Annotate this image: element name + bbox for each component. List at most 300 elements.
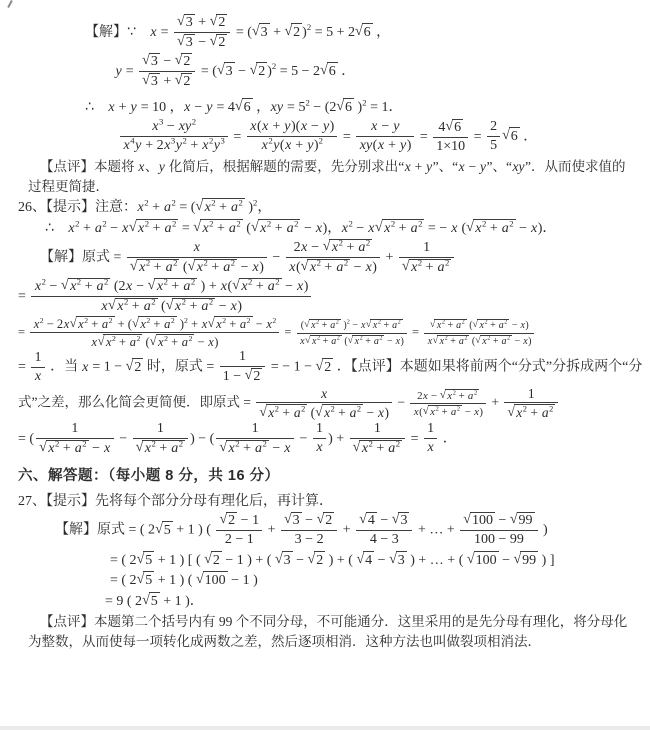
superscript: 2 bbox=[487, 334, 491, 342]
radicand: $x^2 + a^2$ bbox=[194, 259, 237, 276]
math-variable: a bbox=[164, 220, 172, 236]
superscript: 2 bbox=[75, 218, 80, 229]
math-variable: x bbox=[144, 440, 151, 456]
radical-icon: √ bbox=[69, 315, 77, 330]
radicand: $x^2 + a^2$ bbox=[154, 278, 197, 295]
fraction-denominator: √ $x^2 + a^2 - x$ bbox=[219, 437, 291, 456]
radical-icon: √ bbox=[432, 334, 439, 346]
superscript: 2 bbox=[377, 318, 381, 326]
superscript: 2 bbox=[338, 237, 343, 248]
square-root bbox=[320, 62, 338, 81]
superscript: 2 bbox=[151, 296, 156, 307]
sol26-split-identity: = ( $\frac{1}{√ x^2 + a^2 - x}$ − $\frac{1}{√ x^2 + a^2}$ ) − ( $\frac{1}{√ x^2 + a^2 - x}$ − $\frac{1}{x}$ ) + $\frac{1}{√ x^2 + a^2}$ = $\frac{1}{x}$ ． bbox=[18, 420, 457, 456]
fraction bbox=[281, 512, 337, 548]
fraction-denominator bbox=[504, 403, 558, 421]
fraction-numerator: 2x − √ $x^2 + a^2$ bbox=[286, 239, 380, 258]
radicand: $x^2 + a^2$ bbox=[322, 404, 364, 421]
fraction-numerator: 4√6 bbox=[433, 119, 468, 138]
math-variable: x bbox=[315, 220, 323, 236]
fraction-denominator bbox=[313, 439, 326, 456]
radicand: $x^2 + a^2$ bbox=[473, 219, 516, 238]
superscript: 2 bbox=[506, 334, 511, 342]
superscript: 2 bbox=[163, 276, 168, 287]
square-root bbox=[177, 34, 195, 51]
fraction-numerator: $x^3 - xy^2$ bbox=[120, 119, 228, 137]
square-root bbox=[392, 512, 410, 529]
math-variable: x bbox=[341, 220, 348, 236]
radical-icon: √ bbox=[136, 551, 145, 567]
radicand: $x^2 + a^2$ bbox=[137, 259, 180, 276]
math-variable: x bbox=[103, 440, 111, 456]
square-root bbox=[430, 319, 467, 332]
math-variable: x bbox=[156, 279, 164, 295]
superscript: 2 bbox=[390, 218, 396, 229]
superscript: 2 bbox=[246, 315, 251, 325]
square-root bbox=[466, 219, 516, 238]
superscript: 2 bbox=[330, 404, 335, 414]
math-variable: a bbox=[293, 405, 301, 421]
fraction-denominator: $x^2y(x + y)^2$ bbox=[261, 135, 323, 154]
fraction-denominator: √ $x^2 + a^2$ (√ $x^2 + a^2 - x$) bbox=[129, 257, 264, 275]
math-variable: x bbox=[138, 159, 145, 175]
superscript: 2 bbox=[184, 315, 188, 325]
prob27-hint: 27、【提示】先将每个部分分母有理化后，再计算． bbox=[18, 493, 333, 509]
radical-icon: √ bbox=[322, 239, 331, 255]
square-root bbox=[389, 551, 407, 570]
fraction-denominator: 1×10 bbox=[436, 138, 466, 154]
math-variable: x bbox=[377, 138, 385, 154]
superscript: 2 bbox=[301, 404, 306, 414]
radical-icon: √ bbox=[128, 219, 137, 235]
radical-icon: √ bbox=[142, 53, 150, 69]
radical-icon: √ bbox=[249, 63, 258, 78]
math-variable: x bbox=[316, 440, 323, 456]
radicand: $x^2 + a^2$ bbox=[370, 319, 402, 332]
math-variable: a bbox=[267, 279, 275, 295]
superscript: 2 bbox=[209, 218, 214, 229]
fraction-numerator bbox=[256, 386, 392, 404]
radicand: 99 bbox=[518, 513, 533, 529]
superscript: 2 bbox=[275, 276, 280, 287]
square-root bbox=[193, 219, 243, 238]
radical-icon: √ bbox=[509, 512, 518, 528]
math-variable: x bbox=[427, 335, 433, 347]
superscript: 2 bbox=[306, 22, 312, 33]
square-root bbox=[284, 23, 302, 42]
superscript: 2 bbox=[39, 315, 44, 325]
radical-icon: √ bbox=[320, 63, 328, 78]
superscript: 2 bbox=[170, 315, 175, 325]
radical-icon: √ bbox=[187, 258, 196, 274]
radical-icon: √ bbox=[135, 439, 144, 455]
math-variable: y bbox=[206, 100, 213, 116]
fraction-numerator: √2 − 1 bbox=[216, 512, 262, 531]
radicand: 100 bbox=[475, 552, 497, 568]
square-root bbox=[259, 404, 307, 421]
superscript: 2 bbox=[82, 437, 87, 448]
radicand: 2 bbox=[228, 513, 236, 529]
math-variable: x bbox=[377, 405, 384, 421]
radical-icon: √ bbox=[142, 592, 150, 608]
radicand: 100 bbox=[471, 513, 493, 529]
fraction-numerator: √4 − √3 bbox=[356, 512, 412, 531]
radicand: 2 bbox=[218, 15, 226, 30]
fraction-denominator: x√ $x^2 + a^2$ (√ $x^2 + a^2 - x$) bbox=[300, 334, 404, 347]
square-root bbox=[513, 551, 538, 570]
fraction-denominator: 100 − 99 bbox=[473, 532, 524, 548]
radicand: 5 bbox=[145, 552, 153, 568]
radicand: $x^2 + a^2$ bbox=[309, 319, 341, 332]
radicand: $x^2 + a^2$ bbox=[434, 319, 466, 332]
math-variable: a bbox=[201, 299, 209, 315]
radical-icon: √ bbox=[507, 404, 515, 420]
math-variable: x bbox=[63, 316, 70, 331]
small-math-group bbox=[422, 318, 536, 347]
math-variable: a bbox=[388, 440, 396, 456]
radicand: $x^2 + a^2$ bbox=[437, 335, 469, 348]
math-variable: x bbox=[361, 440, 369, 456]
square-root bbox=[366, 319, 403, 332]
fraction-numerator: √3 − √2 bbox=[139, 53, 195, 72]
math-variable: x bbox=[531, 220, 538, 236]
fraction bbox=[460, 512, 537, 548]
math-variable: y bbox=[284, 119, 291, 135]
square-root bbox=[251, 219, 301, 238]
math-variable: x bbox=[395, 335, 401, 347]
superscript: 2 bbox=[356, 404, 362, 414]
small-math-group bbox=[295, 318, 409, 347]
radical-icon: √ bbox=[97, 333, 105, 348]
radical-icon: √ bbox=[274, 551, 283, 567]
fraction-denominator: x√ $x^2 + a^2$ (√ $x^2 + a^2 - x$) bbox=[91, 333, 219, 349]
math-variable: x bbox=[371, 119, 378, 135]
radical-icon: √ bbox=[347, 334, 354, 346]
radicand: 6 bbox=[345, 100, 353, 116]
fraction-numerator: √3 + √2 bbox=[174, 14, 230, 33]
radical-icon: √ bbox=[463, 512, 471, 528]
math-variable: x bbox=[297, 279, 304, 295]
math-variable: x bbox=[174, 299, 182, 315]
radical-icon: √ bbox=[439, 388, 446, 401]
math-variable: x bbox=[413, 406, 419, 419]
square-root bbox=[210, 34, 228, 51]
sol26-step2: = $\frac{x^2 - √ x^2 + a^2 (2x - √ x^2 + a^2 ) + x(√ x^2 + a^2 - x)}{x√ x^2 + a^2 (√ x^2 + a^2 - x)}$ bbox=[18, 278, 650, 315]
radical-icon: √ bbox=[354, 23, 363, 39]
fraction-denominator: √ $x^2 + a^2 - x$ bbox=[39, 437, 111, 456]
sol27-step3: = ( 2√5 + 1 ) ( √100 − 1 ) bbox=[110, 572, 258, 589]
radicand: 3 bbox=[397, 552, 405, 568]
square-root bbox=[250, 62, 268, 81]
math-variable: a bbox=[74, 440, 82, 456]
fraction bbox=[356, 512, 412, 548]
fraction bbox=[286, 239, 380, 276]
superscript: 2 bbox=[182, 135, 187, 146]
section6-heading: 六、解答题：（每小题 8 分，共 16 分） bbox=[18, 467, 280, 484]
square-root bbox=[210, 14, 228, 31]
square-root bbox=[148, 278, 198, 295]
math-variable: a bbox=[164, 316, 171, 331]
radicand: $x^2 + a^2$ bbox=[136, 219, 179, 238]
math-variable: a bbox=[163, 200, 171, 216]
square-root bbox=[315, 404, 363, 421]
superscript: 2 bbox=[41, 276, 46, 287]
math-variable: y bbox=[393, 119, 400, 135]
math-variable: x bbox=[300, 335, 305, 347]
square-root bbox=[235, 98, 253, 117]
radicand: 2 bbox=[293, 24, 301, 40]
superscript: 2 bbox=[379, 334, 383, 342]
radical-icon: √ bbox=[475, 334, 481, 346]
radicand: 2 bbox=[212, 552, 220, 568]
square-root bbox=[305, 335, 342, 348]
math-variable: x bbox=[523, 335, 528, 347]
superscript: 2 bbox=[108, 315, 113, 325]
radical-icon: √ bbox=[315, 358, 324, 374]
square-root bbox=[126, 358, 144, 377]
sol27-step1: 【解】原式 = ( 2√5 + 1 ) ( $\frac{√2 - 1}{2 - 1}$ + $\frac{√3 - √2}{3 - 2}$ + $\frac{√4 - √3}{4 - 3}$ + … + $\frac{√100 - √99}{100 - 99}$ ) bbox=[55, 512, 548, 548]
math-variable: y bbox=[322, 119, 330, 135]
fraction-numerator: $x^2$ − √ $x^2 + a^2$ (2x − √ $x^2 + a^2$ ) + x(√ $x^2 + a^2 - x$) bbox=[31, 278, 311, 297]
math-variable: x bbox=[312, 335, 317, 347]
square-root bbox=[245, 368, 263, 385]
fraction-denominator bbox=[31, 368, 44, 385]
math-variable: x bbox=[139, 259, 146, 275]
radical-icon: √ bbox=[174, 53, 183, 69]
radical-icon: √ bbox=[174, 73, 183, 89]
math-variable: x bbox=[82, 359, 89, 375]
superscript: 2 bbox=[473, 389, 478, 397]
radicand: 3 bbox=[185, 15, 193, 30]
square-root bbox=[301, 259, 351, 276]
radicand: $x^2 + a^2$ bbox=[103, 334, 142, 349]
radicand: 5 bbox=[163, 522, 171, 538]
math-variable: x bbox=[193, 239, 200, 255]
radicand: $x^2 + a^2$ bbox=[156, 334, 195, 349]
radical-icon: √ bbox=[336, 99, 345, 115]
math-variable: x bbox=[285, 138, 292, 154]
math-variable: x bbox=[202, 138, 209, 154]
square-root bbox=[142, 73, 160, 90]
superscript: 2 bbox=[208, 135, 214, 146]
math-variable: x bbox=[447, 389, 453, 402]
math-variable: x bbox=[289, 260, 296, 276]
math-variable: x bbox=[430, 406, 435, 419]
square-root bbox=[137, 551, 155, 570]
math-variable: x bbox=[451, 220, 458, 236]
fraction-numerator: x(x + y)(x − y) bbox=[247, 119, 338, 137]
radical-icon: √ bbox=[466, 551, 475, 567]
superscript: 2 bbox=[362, 97, 367, 108]
radicand: 6 bbox=[363, 24, 371, 40]
superscript: 2 bbox=[346, 318, 350, 326]
fraction bbox=[31, 350, 44, 385]
radical-icon: √ bbox=[429, 319, 436, 331]
fraction-numerator: 1 bbox=[424, 421, 437, 439]
fraction bbox=[399, 240, 455, 276]
fraction bbox=[120, 116, 228, 154]
square-root bbox=[375, 219, 425, 238]
superscript: 2 bbox=[253, 197, 258, 208]
superscript: 2 bbox=[441, 318, 445, 326]
math-variable: x bbox=[123, 138, 130, 154]
math-variable: x bbox=[138, 220, 145, 236]
square-root bbox=[308, 551, 326, 570]
radical-icon: √ bbox=[219, 512, 228, 528]
square-root bbox=[175, 73, 193, 90]
radicand: $x^2 + a^2$ bbox=[138, 316, 177, 331]
radicand: $x^2 + a^2$ bbox=[142, 440, 185, 457]
radicand: 3 bbox=[150, 54, 158, 70]
math-variable: x bbox=[208, 334, 214, 349]
radical-icon: √ bbox=[136, 572, 145, 588]
square-root bbox=[336, 98, 354, 117]
radicand: 100 bbox=[204, 573, 226, 589]
superscript: 2 bbox=[417, 257, 423, 268]
fraction bbox=[297, 319, 407, 347]
radical-icon: √ bbox=[244, 368, 253, 384]
sol26-step1: 【解】原式 = $\frac{x}{√ x^2 + a^2 (√ x^2 + a^2 - x)}$ − $\frac{2x - √ x^2 + a^2}{x(√ x^2 + a^2 - x)}$ + $\frac{1}{√ x^2 + a^2}$ bbox=[40, 239, 650, 276]
page-bottom-strip bbox=[0, 726, 650, 730]
math-variable: x bbox=[475, 220, 482, 236]
square-root bbox=[423, 405, 462, 418]
math-variable: x bbox=[204, 200, 211, 216]
radical-icon: √ bbox=[195, 572, 204, 588]
radical-icon: √ bbox=[300, 259, 309, 275]
math-variable: y bbox=[399, 138, 407, 154]
radical-icon: √ bbox=[502, 128, 510, 144]
square-root bbox=[130, 259, 180, 276]
math-variable: a bbox=[94, 220, 102, 236]
math-variable: y bbox=[213, 138, 220, 154]
prob26-hint-derive: ∴ $x^2 + a^2 - x√$ $x^2 + a^2$ = √ $x^2 + a^2$ (√ $x^2 + a^2 - x$)，$x^2 - x√$ $x^2 + a^2$ = − x (√ $x^2 + a^2 - x$)． bbox=[45, 218, 557, 236]
superscript: 2 bbox=[365, 237, 371, 248]
square-root bbox=[135, 437, 186, 457]
sol26-step3: = $\frac{x^2 - 2x√ x^2 + a^2 + (√ x^2 + a^2 )^2 + x√ x^2 + a^2 - x^2}{x√ x^2 + a^2 (√ x^2 + a^2 - x)}$ = $\frac{(√ x^2 + a^2 )^2 - x√ x^2 + a^2}{x√ x^2 + a^2 (√ x^2 + a^2 - x)}$ = $\frac{√ x^2 + a^2 (√ x^2 + a^2 - x)}{x√ x^2 + a^2 (√ x^2 + a^2 - x)}$ bbox=[18, 316, 650, 350]
math-variable: x bbox=[365, 260, 372, 276]
radical-icon: √ bbox=[155, 521, 163, 537]
radical-icon: √ bbox=[207, 315, 215, 330]
radicand: 5 bbox=[145, 573, 153, 589]
math-variable: x bbox=[331, 240, 339, 256]
fraction bbox=[424, 319, 534, 347]
math-variable: a bbox=[286, 220, 294, 236]
square-root bbox=[150, 334, 195, 349]
math-variable: a bbox=[437, 259, 445, 275]
square-root bbox=[98, 334, 143, 349]
superscript: 2 bbox=[452, 389, 456, 397]
superscript: 2 bbox=[102, 218, 107, 229]
fraction-denominator bbox=[350, 439, 406, 457]
superscript: 2 bbox=[181, 296, 186, 307]
radical-icon: √ bbox=[356, 551, 365, 567]
square-root bbox=[166, 298, 216, 315]
radicand: $x^2 + a^2$ bbox=[46, 440, 89, 457]
radicand: 2 bbox=[253, 369, 261, 385]
fraction-numerator: √100 − √99 bbox=[460, 512, 537, 531]
superscript: 2 bbox=[238, 197, 243, 208]
fraction-numerator: 1 bbox=[31, 350, 44, 368]
square-root bbox=[352, 437, 403, 457]
superscript: 2 bbox=[348, 218, 353, 229]
square-root bbox=[219, 512, 237, 529]
math-variable: x bbox=[260, 220, 267, 236]
square-root bbox=[129, 219, 179, 238]
fraction bbox=[31, 278, 311, 315]
square-root bbox=[284, 512, 302, 529]
radical-icon: √ bbox=[352, 439, 361, 455]
superscript: 2 bbox=[123, 296, 129, 307]
math-variable: x bbox=[68, 220, 75, 236]
radical-icon: √ bbox=[304, 319, 310, 331]
fraction-denominator: x√ $x^2 + a^2$ (√ $x^2 + a^2 - x$) bbox=[427, 334, 532, 347]
sol25-comment-paragraph: 【点评】本题将 x、y 化简后，根据解题的需要，先分别求出“x + y”、“x − y”、“xy”．从而使求值的过程更简捷． bbox=[28, 159, 626, 194]
math-variable: x bbox=[150, 24, 157, 40]
superscript: 2 bbox=[444, 334, 448, 342]
math-variable: a bbox=[330, 320, 336, 332]
fraction bbox=[216, 421, 294, 457]
square-root bbox=[252, 23, 270, 42]
fraction-denominator: 5 bbox=[490, 138, 498, 154]
math-variable: x bbox=[268, 405, 275, 421]
radicand: 3 bbox=[400, 513, 408, 529]
superscript: 2 bbox=[335, 318, 339, 326]
radical-icon: √ bbox=[284, 23, 293, 39]
math-variable: x bbox=[158, 334, 164, 349]
square-root bbox=[323, 239, 373, 256]
math-variable: x bbox=[404, 159, 411, 175]
superscript: 2 bbox=[509, 218, 514, 229]
math-variable: x bbox=[78, 316, 84, 331]
math-variable: y bbox=[479, 159, 486, 175]
fraction-numerator bbox=[127, 240, 267, 258]
fraction-numerator: √3 − √2 bbox=[281, 512, 337, 531]
math-variable: x bbox=[202, 220, 209, 236]
sol27-result: = 9 ( 2√5 + 1 )． bbox=[105, 592, 204, 609]
math-variable: xy bbox=[178, 119, 192, 135]
radicand: $x^2 + a^2$ bbox=[226, 440, 269, 457]
radicand: $x^2 + a^2$ bbox=[310, 335, 342, 348]
radicand: $x^2 + a^2$ bbox=[214, 316, 253, 331]
math-variable: x bbox=[458, 159, 465, 175]
math-variable: a bbox=[183, 279, 191, 295]
superscript: 2 bbox=[272, 315, 277, 325]
square-root bbox=[232, 278, 282, 295]
fraction-denominator: √3 − √2 bbox=[177, 34, 226, 51]
superscript: 2 bbox=[294, 218, 299, 229]
fraction-numerator: 1 bbox=[313, 421, 326, 439]
radical-icon: √ bbox=[219, 439, 228, 455]
math-variable: a bbox=[501, 335, 507, 347]
superscript: 2 bbox=[266, 218, 272, 229]
fraction-numerator: 1 bbox=[504, 386, 558, 404]
fraction bbox=[313, 421, 326, 456]
fraction-numerator: 1 bbox=[36, 421, 114, 439]
radicand: $x^2 + a^2$ bbox=[76, 316, 115, 331]
square-root bbox=[39, 437, 89, 457]
radical-icon: √ bbox=[216, 63, 225, 78]
math-variable: x bbox=[101, 299, 108, 315]
superscript: 2 bbox=[305, 97, 310, 108]
radical-icon: √ bbox=[422, 405, 429, 418]
math-variable: a bbox=[456, 320, 462, 332]
radicand: $x^2 + a^2$ bbox=[477, 319, 509, 332]
superscript: 2 bbox=[271, 61, 277, 72]
math-variable: x bbox=[482, 335, 487, 347]
superscript: 2 bbox=[318, 135, 323, 146]
math-variable: a bbox=[541, 405, 549, 421]
superscript: 2 bbox=[522, 404, 527, 414]
math-variable: x bbox=[262, 119, 269, 135]
